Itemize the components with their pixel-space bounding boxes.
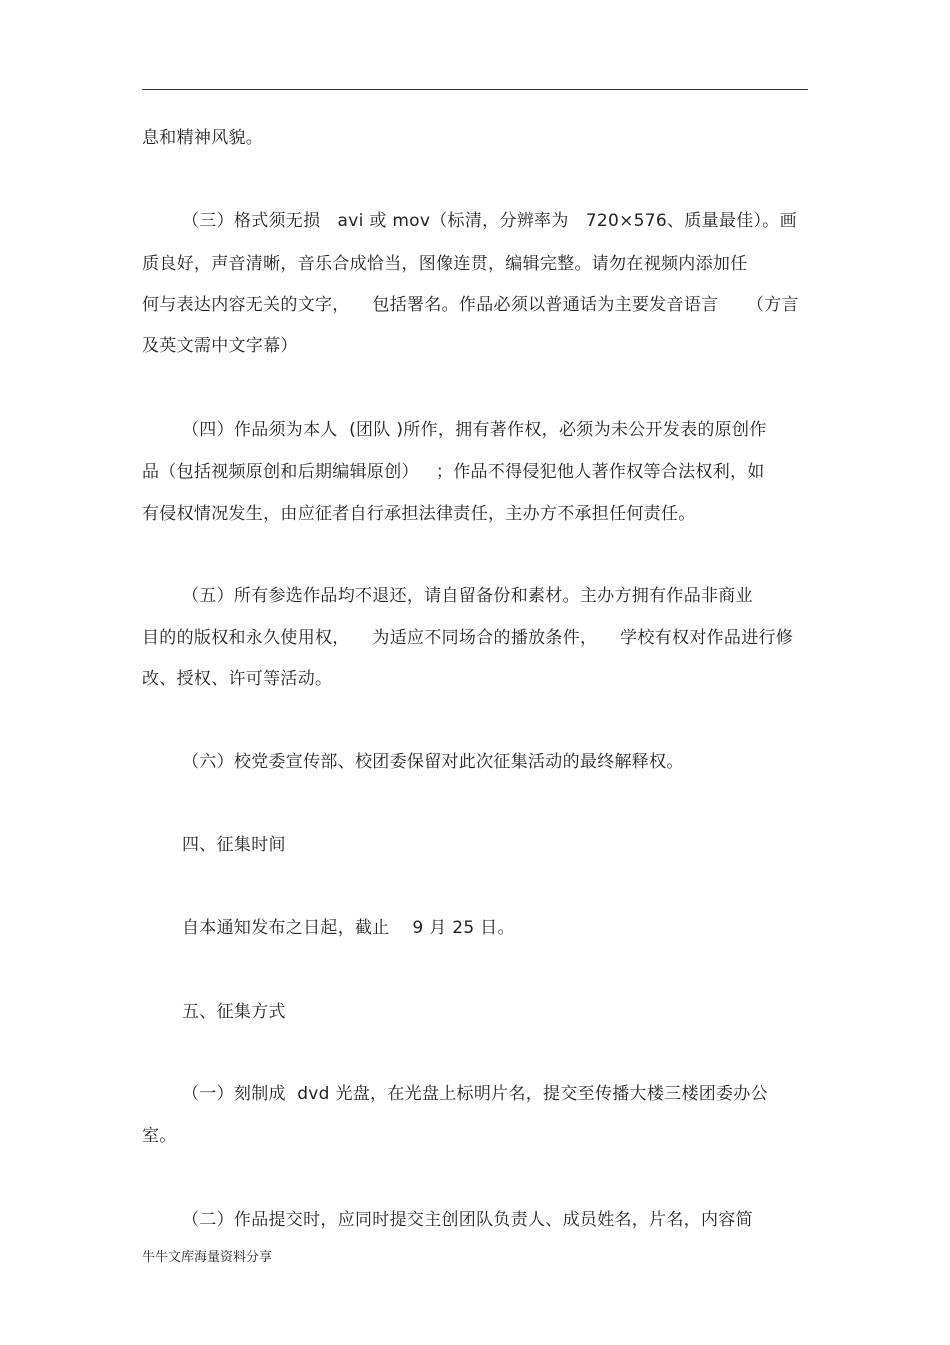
text-line: 改、授权、许可等活动。 [142,669,333,689]
text-line: （一）刻制成 dvd 光盘，在光盘上标明片名，提交至传播大楼三楼团委办公 [182,1084,768,1104]
text-line: （三）格式须无损 avi 或 mov（标清，分辨率为 720×576、质量最佳）。画 [182,211,797,231]
section-heading: 五、征集方式 [182,1002,286,1022]
text-line: （二）作品提交时，应同时提交主创团队负责人、成员姓名，片名，内容简 [182,1210,753,1230]
text-line: 有侵权情况发生，由应征者自行承担法律责任，主办方不承担任何责任。 [142,504,696,524]
text-line: 目的的版权和永久使用权， 为适应不同场合的播放条件， 学校有权对作品进行修 [142,628,794,648]
text-line: 品（包括视频原创和后期编辑原创） ；作品不得侵犯他人著作权等合法权利，如 [142,462,765,482]
text-line: 室。 [142,1126,177,1146]
text-line: 何与表达内容无关的文字， 包括署名。作品必须以普通话为主要发音语言 （方言 [142,295,799,315]
text-line: （五）所有参选作品均不退还，请自留备份和素材。主办方拥有作品非商业 [182,586,753,606]
footer-text: 牛牛文库海量资料分享 [142,1250,273,1265]
text-line: （六）校党委宣传部、校团委保留对此次征集活动的最终解释权。 [182,752,684,772]
section-heading: 四、征集时间 [182,835,286,855]
text-line: 及英文需中文字幕） [142,336,298,356]
header-rule [142,89,808,90]
text-line: 自本通知发布之日起，截止 9 月 25 日。 [182,918,515,938]
text-line: （四）作品须为本人 (团队 )所作，拥有著作权，必须为未公开发表的原创作 [182,420,767,440]
text-line: 质良好，声音清晰，音乐合成恰当，图像连贯，编辑完整。请勿在视频内添加任 [142,254,748,274]
text-line: 息和精神风貌。 [142,128,264,148]
